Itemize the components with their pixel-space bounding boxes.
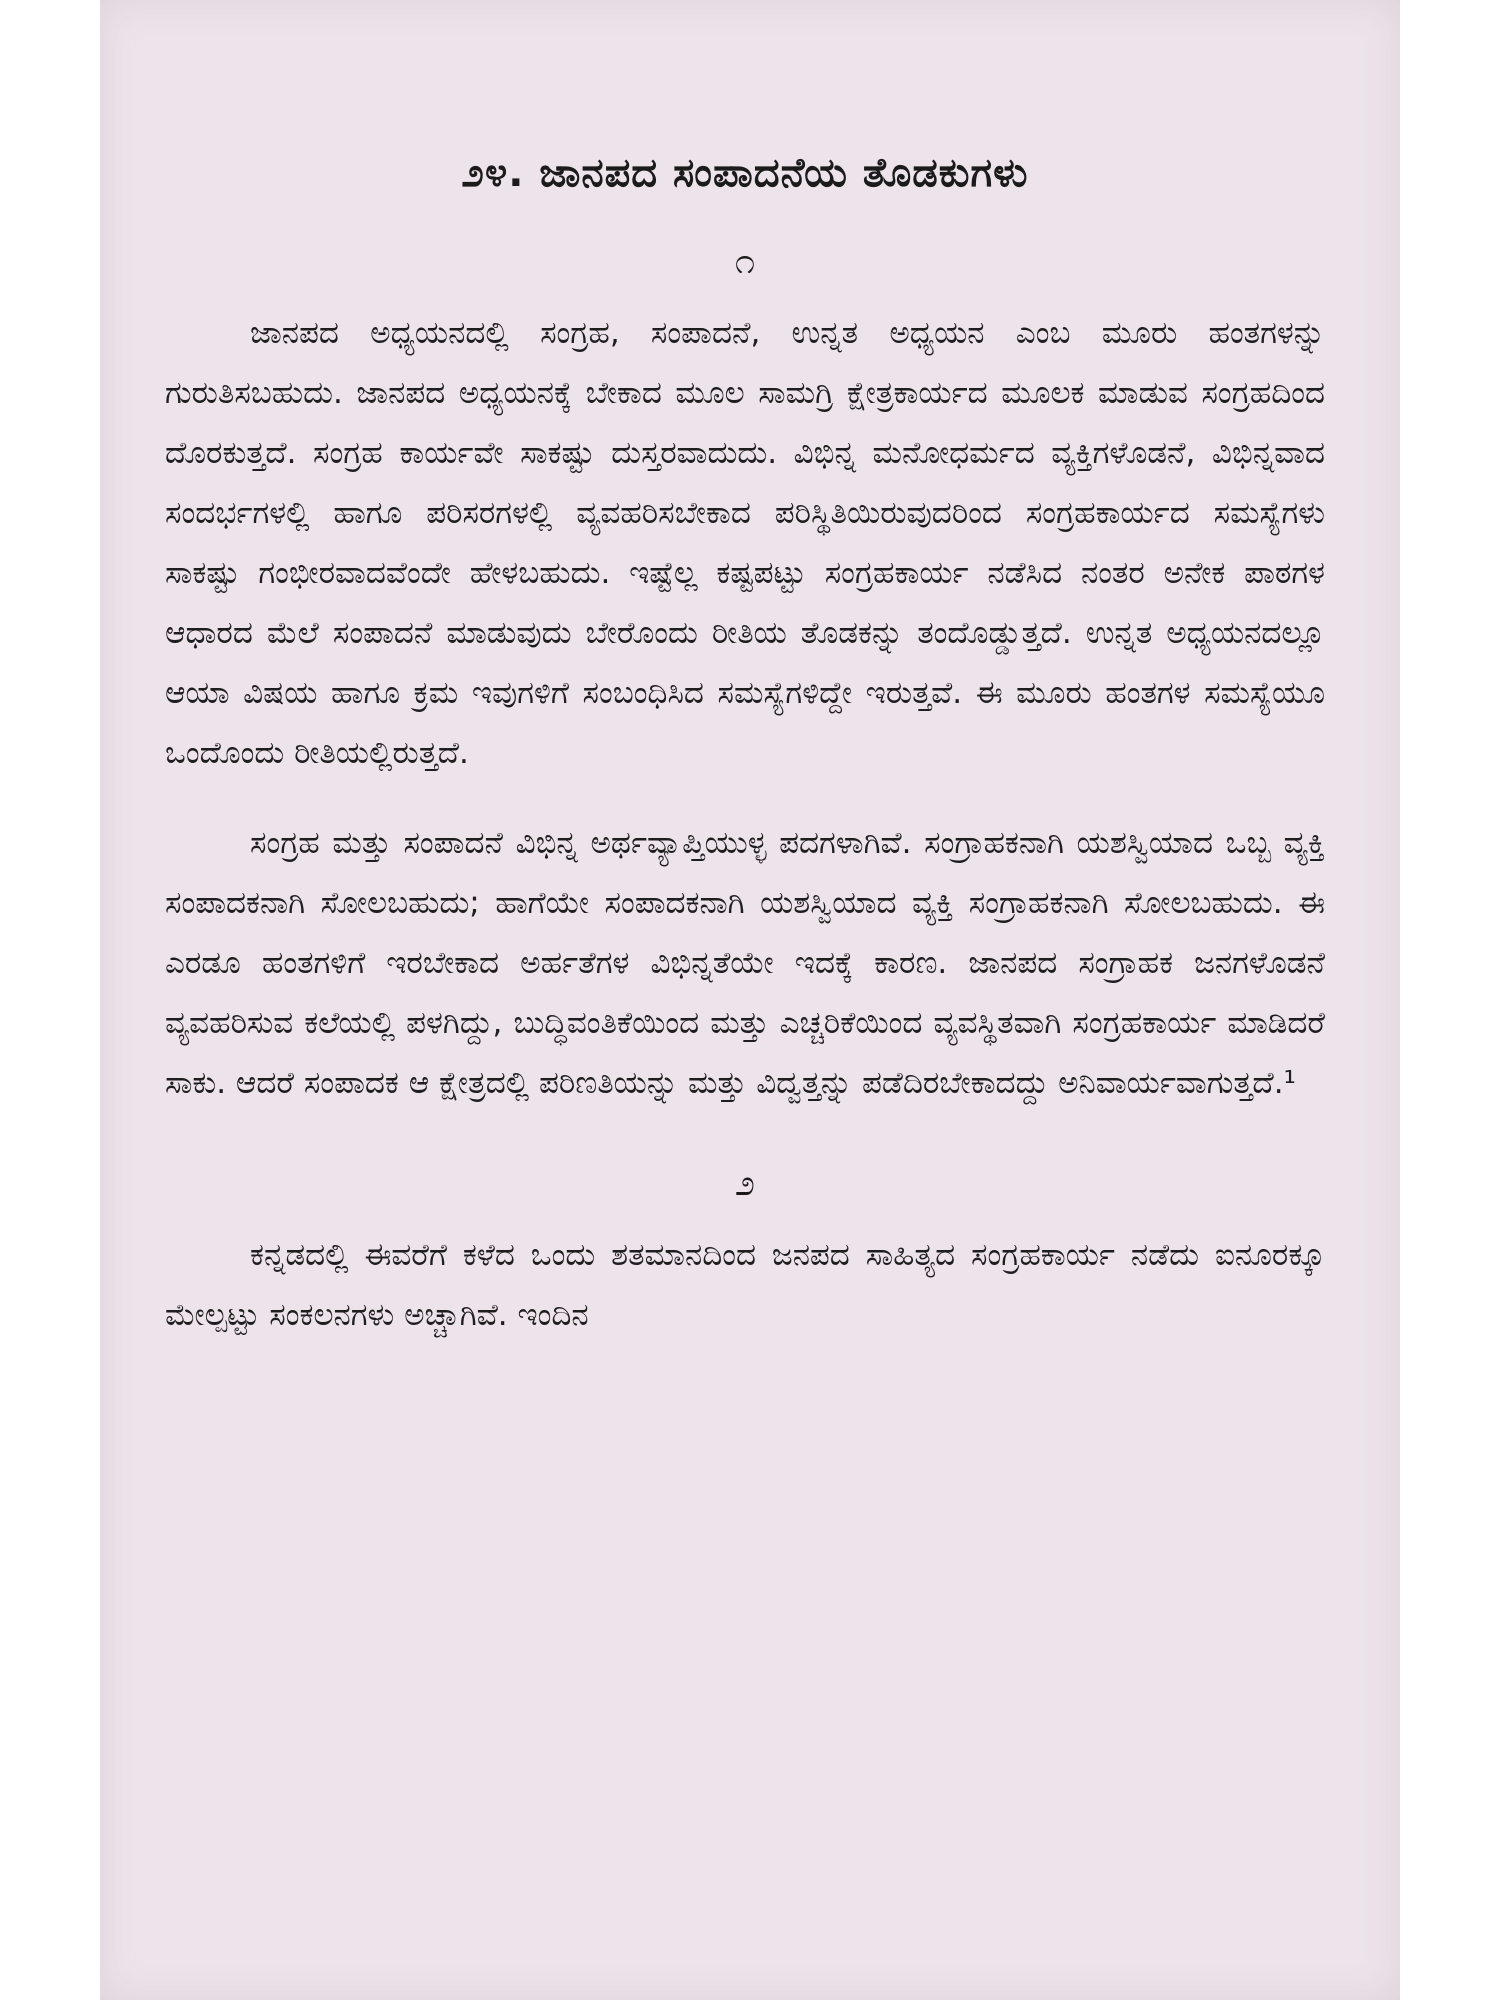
paragraph: ಜಾನಪದ ಅಧ್ಯಯನದಲ್ಲಿ ಸಂಗ್ರಹ, ಸಂಪಾದನೆ, ಉನ್ನತ ಅಧ್ಯಯನ ಎಂಬ ಮೂರು ಹಂತಗಳನ್ನು ಗುರುತಿಸಬಹುದು. ಜಾನಪದ ಅಧ್ಯಯನಕ್ಕೆ ಬೇಕಾದ ಮೂಲ ಸಾಮಗ್ರಿ ಕ್ಷೇತ್ರಕಾರ್ಯದ ಮೂಲಕ ಮಾಡುವ ಸಂಗ್ರಹದಿಂದ ದೊರಕುತ್ತದೆ. ಸಂಗ್ರಹ ಕಾರ್ಯವೇ ಸಾಕಷ್ಟು ದುಸ್ತರವಾದುದು. ವಿಭಿನ್ನ ಮನೋಧರ್ಮದ ವ್ಯಕ್ತಿಗಳೊಡನೆ, ವಿಭಿನ್ನವಾದ ಸಂದರ್ಭಗಳಲ್ಲಿ ಹಾಗೂ ಪರಿಸರಗಳಲ್ಲಿ ವ್ಯವಹರಿಸಬೇಕಾದ ಪರಿಸ್ಥಿತಿಯಿರುವುದರಿಂದ ಸಂಗ್ರಹಕಾರ್ಯದ ಸಮಸ್ಯೆಗಳು ಸಾಕಷ್ಟು ಗಂಭೀರವಾದವೆಂದೇ ಹೇಳಬಹುದು. ಇಷ್ಟೆಲ್ಲ ಕಷ್ಟಪಟ್ಟು ಸಂಗ್ರಹಕಾರ್ಯ ನಡೆಸಿದ ನಂತರ ಅನೇಕ ಪಾಠಗಳ ಆಧಾರದ ಮೆಲೆ ಸಂಪಾದನೆ ಮಾಡುವುದು ಬೇರೊಂದು ರೀತಿಯ ತೊಡಕನ್ನು ತಂದೊಡ್ಡುತ್ತದೆ. ಉನ್ನತ ಅಧ್ಯಯನದಲ್ಲೂ ಆಯಾ ವಿಷಯ ಹಾಗೂ ಕ್ರಮ ಇವುಗಳಿಗೆ ಸಂಬಂಧಿಸಿದ ಸಮಸ್ಯೆಗಳಿದ್ದೇ ಇರುತ್ತವೆ. ಈ ಮೂರು ಹಂತಗಳ ಸಮಸ್ಯೆಯೂ ಒಂದೊಂದು ರೀತಿಯಲ್ಲಿರುತ್ತದೆ. (165, 315, 1325, 771)
paragraph: ಕನ್ನಡದಲ್ಲಿ ಈವರೆಗೆ ಕಳೆದ ಒಂದು ಶತಮಾನದಿಂದ ಜನಪದ ಸಾಹಿತ್ಯದ ಸಂಗ್ರಹಕಾರ್ಯ ನಡೆದು ಐನೂರಕ್ಕೂ ಮೇಲ್ಪಟ್ಟು ಸಂಕಲನಗಳು ಅಚ್ಚಾಗಿವೆ. ಇಂದಿನ (165, 1237, 1325, 1333)
section-number: ೧ (734, 241, 756, 282)
section-1 (165, 241, 1325, 1113)
book-page (100, 0, 1400, 2000)
section-number: ೨ (734, 1163, 756, 1204)
chapter-title: ೨೪. ಜಾನಪದ ಸಂಪಾದನೆಯ ತೊಡಕುಗಳು (461, 150, 1029, 196)
section-2 (165, 1163, 1325, 1345)
paragraph: ಸಂಗ್ರಹ ಮತ್ತು ಸಂಪಾದನೆ ವಿಭಿನ್ನ ಅರ್ಥವ್ಯಾಪ್ತಿಯುಳ್ಳ ಪದಗಳಾಗಿವೆ. ಸಂಗ್ರಾಹಕನಾಗಿ ಯಶಸ್ವಿಯಾದ ಒಬ್ಬ ವ್ಯಕ್ತಿ ಸಂಪಾದಕನಾಗಿ ಸೋಲಬಹುದು; ಹಾಗೆಯೇ ಸಂಪಾದಕನಾಗಿ ಯಶಸ್ವಿಯಾದ ವ್ಯಕ್ತಿ ಸಂಗ್ರಾಹಕನಾಗಿ ಸೋಲಬಹುದು. ಈ ಎರಡೂ ಹಂತಗಳಿಗೆ ಇರಬೇಕಾದ ಅರ್ಹತೆಗಳ ವಿಭಿನ್ನತೆಯೇ ಇದಕ್ಕೆ ಕಾರಣ. ಜಾನಪದ ಸಂಗ್ರಾಹಕ ಜನಗಳೊಡನೆ ವ್ಯವಹರಿಸುವ ಕಲೆಯಲ್ಲಿ ಪಳಗಿದ್ದು, ಬುದ್ಧಿವಂತಿಕೆಯಿಂದ ಮತ್ತು ಎಚ್ಚರಿಕೆಯಿಂದ ವ್ಯವಸ್ಥಿತವಾಗಿ ಸಂಗ್ರಹಕಾರ್ಯ ಮಾಡಿದರೆ ಸಾಕು. ಆದರೆ ಸಂಪಾದಕ ಆ ಕ್ಷೇತ್ರದಲ್ಲಿ ಪರಿಣತಿಯನ್ನು ಮತ್ತು ವಿದ್ವತ್ತನ್ನು ಪಡೆದಿರಬೇಕಾದದ್ದು ಅನಿವಾರ್ಯವಾಗುತ್ತದೆ.¹ (165, 825, 1325, 1101)
section-gap (165, 1143, 1325, 1163)
page-content (165, 150, 1325, 1375)
